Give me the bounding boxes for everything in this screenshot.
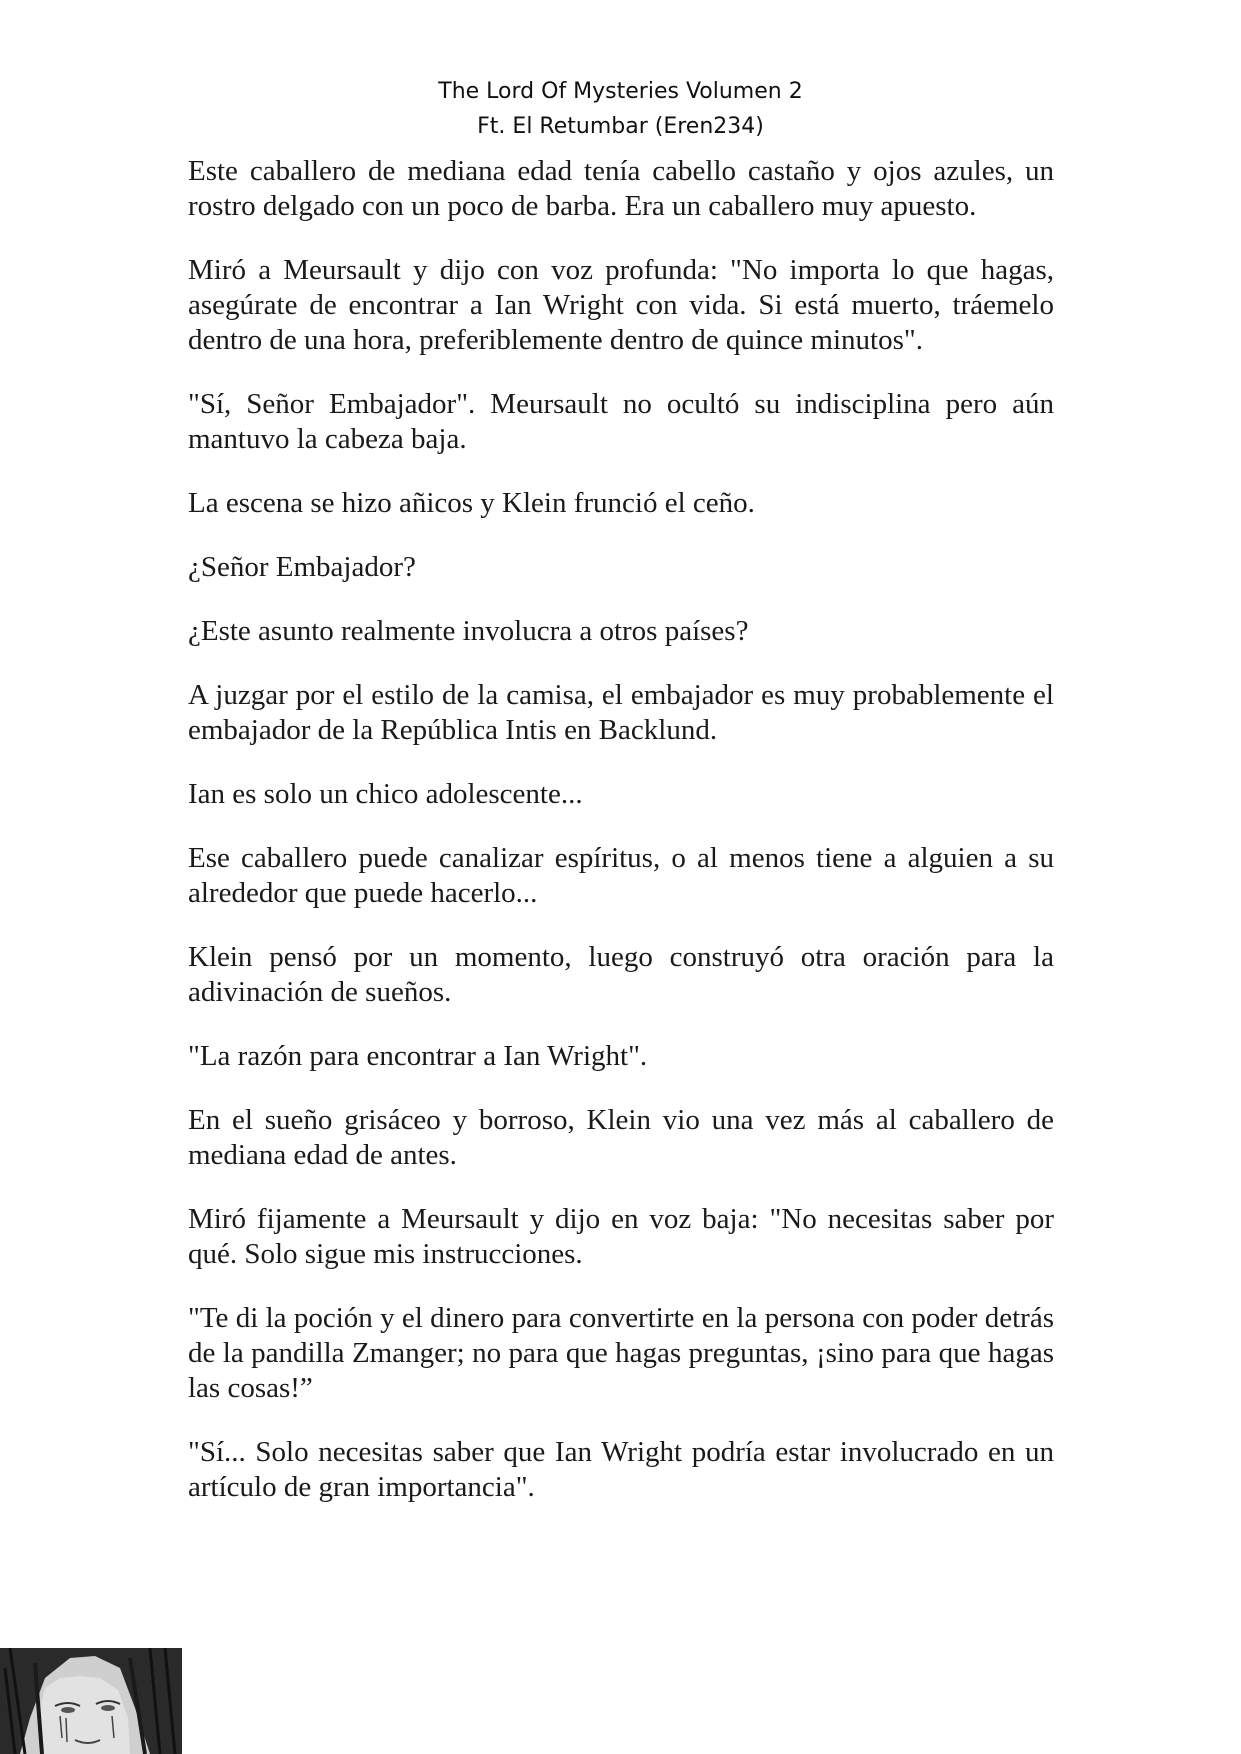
book-title: The Lord Of Mysteries Volumen 2	[438, 79, 803, 104]
page-header	[0, 74, 1241, 144]
paragraph: Ese caballero puede canalizar espíritus, o al menos tiene a alguien a su alrededor que puede hacerlo...	[188, 842, 1054, 909]
paragraph: ¿Señor Embajador?	[188, 551, 416, 583]
paragraph: "Te di la poción y el dinero para convertirte en la persona con poder detrás de la pandilla Zmanger; no para que hagas preguntas, ¡sino para que hagas las cosas!”	[188, 1302, 1054, 1404]
paragraph: Klein pensó por un momento, luego construyó otra oración para la adivinación de sueños.	[188, 941, 1054, 1008]
paragraph: Ian es solo un chico adolescente...	[188, 778, 583, 810]
paragraph: Este caballero de mediana edad tenía cabello castaño y ojos azules, un rostro delgado con un poco de barba. Era un caballero muy apuesto.	[188, 155, 1054, 222]
paragraph: ¿Este asunto realmente involucra a otros países?	[188, 615, 749, 647]
paragraph: Miró fijamente a Meursault y dijo en voz baja: "No necesitas saber por qué. Solo sigue mis instrucciones.	[188, 1203, 1054, 1270]
book-subtitle: Ft. El Retumbar (Eren234)	[477, 114, 764, 139]
paragraph: La escena se hizo añicos y Klein frunció el ceño.	[188, 487, 755, 519]
paragraph: Miró a Meursault y dijo con voz profunda: "No importa lo que hagas, asegúrate de encontrar a Ian Wright con vida. Si está muerto, tráemelo dentro de una hora, preferiblemente dentro de quince minutos".	[188, 254, 1054, 356]
paragraph: A juzgar por el estilo de la camisa, el embajador es muy probablemente el embajador de la República Intis en Backlund.	[188, 679, 1054, 746]
paragraph: "Sí... Solo necesitas saber que Ian Wright podría estar involucrado en un artículo de gran importancia".	[188, 1436, 1054, 1503]
paragraph: "La razón para encontrar a Ian Wright".	[188, 1040, 648, 1072]
paragraph: "Sí, Señor Embajador". Meursault no ocultó su indisciplina pero aún mantuvo la cabeza baja.	[188, 388, 1054, 455]
page-body	[188, 154, 1054, 1534]
paragraph: En el sueño grisáceo y borroso, Klein vio una vez más al caballero de mediana edad de antes.	[188, 1104, 1054, 1171]
manga-character-face-icon	[0, 1648, 182, 1754]
